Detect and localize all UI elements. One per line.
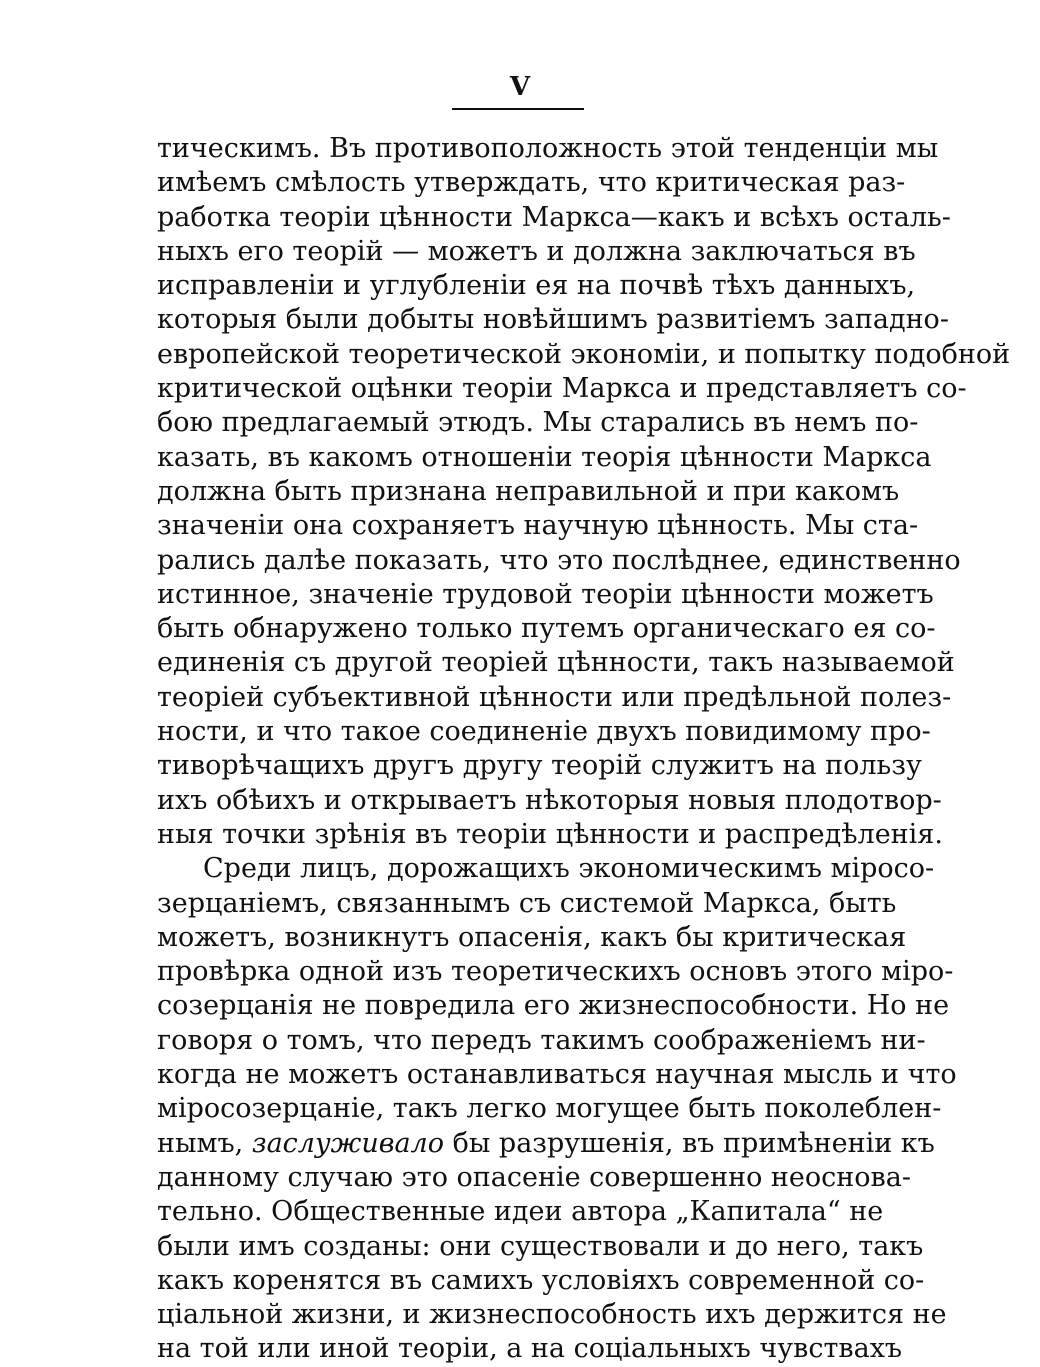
text-line: теоріей субъективной цѣнности или предѣльной полез- — [157, 681, 952, 713]
text-line: созерцанія не повредила его жизнеспособности. Но не — [157, 990, 950, 1022]
text-line: провѣрка одной изъ теоретическихъ основъ этого міро- — [157, 956, 954, 988]
text-line: которыя были добыты новѣйшимъ развитіемъ западно- — [157, 304, 949, 336]
text-line: на той или иной теоріи, а на соціальныхъ чувствахъ — [157, 1333, 903, 1365]
text-line: какъ коренятся въ самихъ условіяхъ современной со- — [157, 1264, 925, 1296]
text-line: міросозерцаніе, такъ легко могущее быть поколеблен- — [157, 1093, 942, 1125]
text-line: рались далѣе показать, что это послѣднее, единственно — [157, 544, 961, 576]
text-line: критической оцѣнки теоріи Маркса и представляетъ со- — [157, 373, 967, 405]
text-line: истинное, значеніе трудовой теоріи цѣнности можетъ — [157, 578, 934, 610]
text-line: ихъ обѣихъ и открываетъ нѣкоторыя новыя плодотвор- — [157, 784, 942, 816]
text-line: когда не можетъ останавливаться научная мысль и что — [157, 1059, 957, 1091]
text-line: значеніи она сохраняетъ научную цѣнность. Мы ста- — [157, 510, 919, 542]
text-line: тельно. Общественные идеи автора „Капитала“ не — [157, 1196, 884, 1228]
text-line: ціальной жизни, и жизнеспособность ихъ держится не — [157, 1299, 947, 1331]
paragraph-2 — [157, 852, 957, 1366]
text-line: должна быть признана неправильной и при какомъ — [157, 475, 900, 507]
text-line: тическимъ. Въ противоположность этой тенденціи мы — [157, 133, 939, 164]
text-line: ныхъ его теорій — можетъ и должна заключаться въ — [157, 235, 916, 267]
text-line: говоря о томъ, что передъ такимъ соображеніемъ ни- — [157, 1024, 926, 1056]
text-line: зерцаніемъ, связаннымъ съ системой Маркса, быть — [157, 887, 897, 919]
text-line: исправленіи и углубленіи ея на почвѣ тѣхъ данныхъ, — [157, 270, 916, 302]
text-line: были имъ созданы: они существовали и до него, такъ — [157, 1230, 924, 1262]
text-line: имѣемъ смѣлость утверждать, что критическая раз- — [157, 167, 906, 199]
text-line: данному случаю это опасеніе совершенно неоснова- — [157, 1161, 911, 1193]
text-line: работка теоріи цѣнности Маркса—какъ и всѣхъ осталь- — [157, 201, 951, 233]
text-line: единенія съ другой теоріей цѣнности, такъ называемой — [157, 647, 955, 679]
text-line: быть обнаружено только путемъ органическаго ея со- — [157, 613, 936, 645]
text-line-last: ныя точки зрѣнія въ теоріи цѣнности и распредѣленія. — [157, 818, 943, 850]
text-line: можетъ, возникнутъ опасенія, какъ бы критическая — [157, 921, 907, 953]
text-line: казать, въ какомъ отношеніи теорія цѣнности Маркса — [157, 441, 932, 473]
text-line-with-emphasis — [157, 1127, 935, 1161]
text-line: европейской теоретической экономіи, и попытку подобной — [157, 338, 1011, 370]
page-number: V — [509, 72, 531, 102]
line-end: бы разрушенія, въ примѣненіи къ — [452, 1127, 935, 1159]
paragraph-1 — [157, 132, 1011, 852]
text-line: бою предлагаемый этюдъ. Мы старались въ немъ по- — [157, 407, 919, 439]
text-block — [157, 132, 1011, 1367]
text-line: тиворѣчащихъ другъ другу теорій служитъ на пользу — [157, 750, 922, 782]
text-line-indented: Среди лицъ, дорожащихъ экономическимъ міросо- — [203, 853, 935, 885]
italic-emphasis: заслуживало — [251, 1127, 444, 1159]
header-rule — [452, 108, 584, 110]
line-start: нымъ, — [157, 1127, 244, 1159]
text-line: ности, и что такое соединеніе двухъ повидимому про- — [157, 716, 931, 748]
